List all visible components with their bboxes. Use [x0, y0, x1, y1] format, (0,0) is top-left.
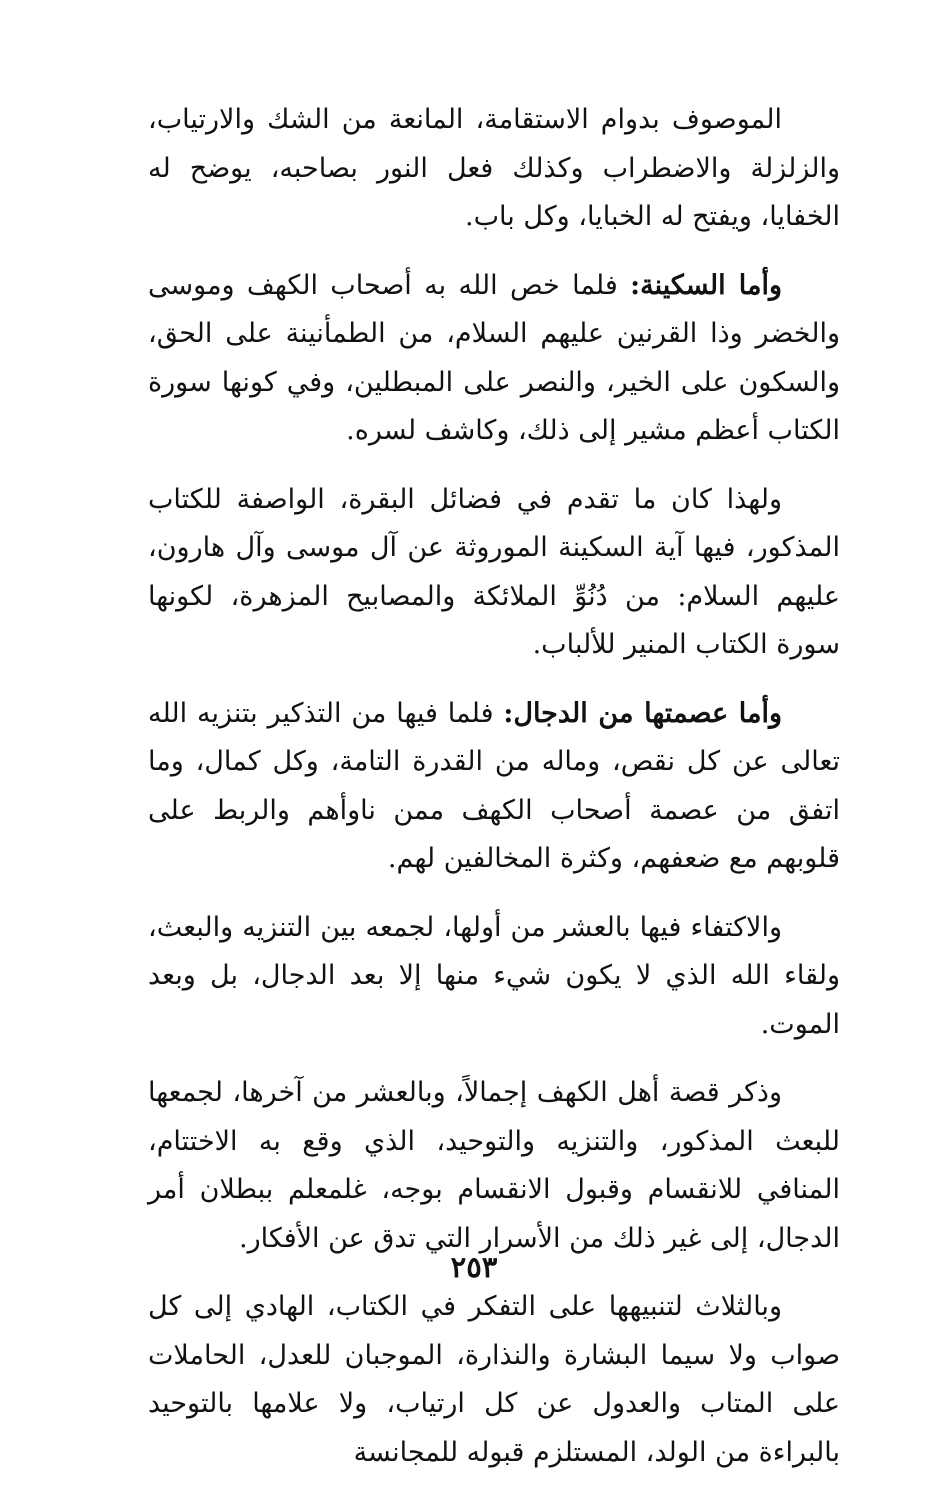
paragraph [148, 690, 840, 884]
paragraph [148, 904, 840, 1050]
page-body [148, 96, 840, 1497]
paragraph-text: فلما فيها من التذكير بتنزيه الله تعالى عن كل نقص، وماله من القدرة التامة، وكل كمال، وما اتفق من عصمة أصحاب الكهف ممن ناوأهم والربط على قلوبهم مع ضعفهم، وكثرة المخالفين لهم. [148, 697, 840, 874]
paragraph-text: ولهذا كان ما تقدم في فضائل البقرة، الواصفة للكتاب المذكور، فيها آية السكينة الموروثة عن آل موسى وآل هارون، عليهم السلام: من دُنُوِّ الملائكة والمصابيح المزهرة، لكونها سورة الكتاب المنير للألباب. [148, 483, 840, 660]
paragraph-heading: وأما السكينة: [630, 269, 782, 301]
paragraph [148, 1069, 840, 1263]
paragraph [148, 476, 840, 670]
paragraph [148, 262, 840, 456]
paragraph-text: وبالثلاث لتنبيهها على التفكر في الكتاب، الهادي إلى كل صواب ولا سيما البشارة والنذارة، الموجبان للعدل، الحاملات على المتاب والعدول عن كل ارتياب، ولا علامها بالتوحيد بالبراءة من الولد، المستلزم قبوله للمجانسة [148, 1291, 840, 1468]
paragraph-text: فلما خص الله به أصحاب الكهف وموسى والخضر وذا القرنين عليهم السلام، من الطمأنينة على الحق، والسكون على الخير، والنصر على المبطلين، وفي كونها سورة الكتاب أعظم مشير إلى ذلك، وكاشف لسره. [148, 269, 840, 446]
paragraph-text: الموصوف بدوام الاستقامة، المانعة من الشك والارتياب، والزلزلة والاضطراب وكذلك فعل النور بصاحبه، يوضح له الخفايا، ويفتح له الخبايا، وكل باب. [148, 104, 840, 232]
paragraph [148, 1283, 840, 1477]
paragraph-text: والاكتفاء فيها بالعشر من أولها، لجمعه بين التنزيه والبعث، ولقاء الله الذي لا يكون شيء منها إلا بعد الدجال، بل وبعد الموت. [148, 911, 840, 1040]
paragraph-text: وذكر قصة أهل الكهف إجمالاً، وبالعشر من آخرها، لجمعها للبعث المذكور، والتنزيه والتوحيد، الذي وقع به الاختتام، المنافي للانقسام وقبول الانقسام بوجه، غلمعلم ببطلان أمر الدجال، إلى غير ذلك من الأسرار التي تدق عن الأفكار. [148, 1077, 840, 1254]
paragraph-heading: وأما عصمتها من الدجال: [503, 697, 782, 729]
page-number: ٢٥٣ [450, 1250, 498, 1284]
paragraph [148, 96, 840, 242]
